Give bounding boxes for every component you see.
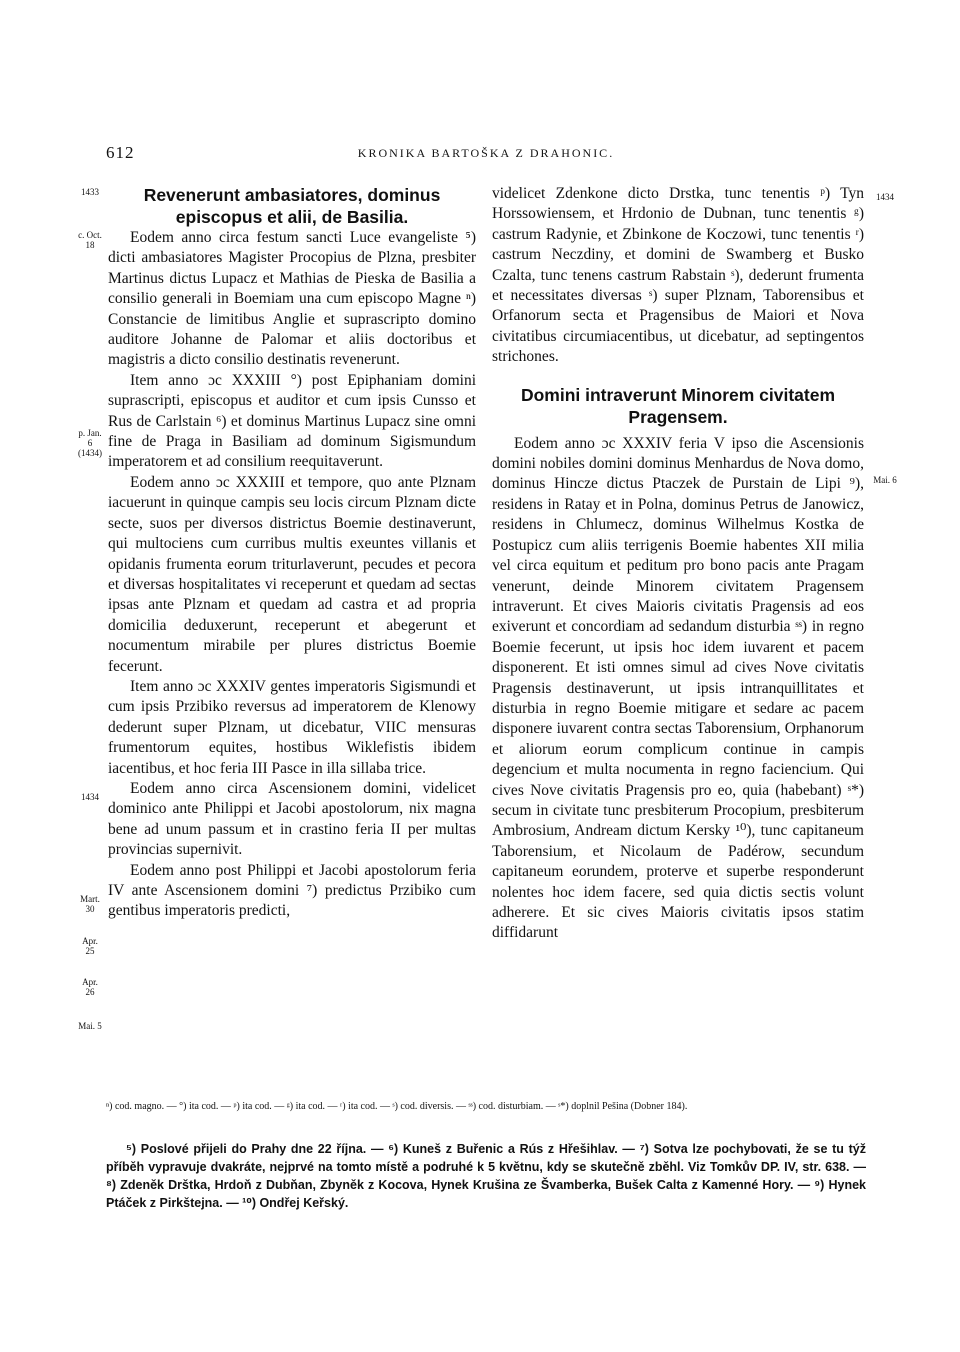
page-header bbox=[106, 143, 866, 163]
margin-note: c. Oct. 18 bbox=[78, 230, 102, 250]
paragraph: videlicet Zdenkone dicto Drstka, tunc tenentis ᵖ) Tyn Horssowiensem, et Hrdonio de Dubnan, tunc tenentis ᵍ) castrum Radynie, et Zbinkone de Koczowi, tunc tenentis ʳ) castrum Neczdiny, et domini de Swamberg et Busko Czalta, tunc tenens castrum Rabstain ˢ), dederunt frumenta et necessitates diversas ˢ) super Plznam, Taborensibus et Orfanorum secta et Pragensibus de Maiori et Nova civitatibus circumiacentibus, ut dicebatur, ad septingentos strichones. bbox=[492, 185, 864, 366]
paragraph: Eodem anno circa Ascensionem domini, videlicet dominico ante Philippi et Jacobi apostolorum, nix magna bene ad unum passum et in crastino feria II per multas provincias supernivit. bbox=[108, 779, 476, 859]
textual-footnotes bbox=[106, 1098, 866, 1116]
margin-note: Mart. 30 bbox=[80, 894, 100, 914]
footnote-text: ⁵) Poslové přijeli do Prahy dne 22 října. — ⁶) Kuneš z Buřenic a Rús z Hřešihlav. — ⁷) Sotva lze pochybovati, že se tu týž příběh vypravuje dvakráte, nejprvé na tomto místě a podruhé k 5 květnu, kdy se skutečně zběhl. Viz Tomkův DP. IV, str. 638. — ⁸) Zdeněk Drštka, Hrdoň z Dubňan, Zbyněk z Kocova, Hynek Krušina ze Švamberka, Bušek Calta z Kamenné Hory. — ⁹) Hynek Ptáček z Pirkštejna. — ¹⁰) Ondřej Keřský. bbox=[106, 1142, 866, 1210]
margin-note: Mai. 5 bbox=[78, 1021, 102, 1031]
paragraph: Eodem anno ɔc XXXIV feria V ipso die Ascensionis domini nobiles domini dominus Menhardus de Nova domo, dominus Hincze dictus Ptaczek de Purstain de Lipi ⁹), residens in Ratay et in Polna, dominus Petrus de Janowicz, residens in Chlumecz, dominus Wilhelmus Kostka de Postupicz cum aliis terrigenis Boemie habentes XII milia vel circa equitum et peditum pro bono pacis ante Pragam venerunt, deinde Minorem civitatem Pragensem intraverunt. Et cives Maioris civitatis Pragensis ad eos exiverunt et concordiam ad sedandum disturbia ˢˢ) in regno Boemie fecerunt, ut ipsis hoc idem iuvarent et pacem disponerent. Et isti omnes simul ad cives Nove civitatis Pragensis destinaverunt, ut ipsis intranquillitates et disturbia in regno Boemie mitigare et sedare ac pacem disponere iuvarent contra sectas Taborensium, Orphanorum et aliorum eorum complicum continue in campis degencium et multa nocumenta in regno faciencium. Qui cives Nove civitatis Pragensis pro eo, quia (habebant) ˢ*) secum in civitate tunc presbiterum Procopium, presbiterum Ambrosium, Andream dictum Kersky ¹⁰), tunc capitaneum Taborensium, et Nicolaum de Padérow, secundum capitaneum eorundem, proterve et superbe responderunt nolentes hoc idem facere, sed quia dictis sectis volunt adherere. Et sic cives Maioris civitatis ipsos statim diffidarunt bbox=[492, 434, 864, 942]
margin-note: 1433 bbox=[81, 187, 99, 197]
margin-note: 1434 bbox=[876, 192, 894, 202]
left-column bbox=[108, 184, 476, 922]
explanatory-footnotes bbox=[106, 1140, 866, 1212]
section-heading: Domini intraverunt Minorem civitatem Pragensem. bbox=[520, 384, 836, 427]
page-number: 612 bbox=[106, 143, 135, 162]
paragraph: Eodem anno post Philippi et Jacobi apostolorum feria IV ante Ascensionem domini ⁷) predictus Przibiko cum gentibus imperatoris predicti, bbox=[108, 861, 476, 920]
paragraph: Eodem anno ɔc XXXIII et tempore, quo ante Plznam iacuerunt in quinque campis seu locis circum Plznam dicte secte, suos per diversos districtus Boemie destinaverunt, qui multociens cum curribus multis exeuntes villanis et opidanis frumenta eorum triturlaverunt, pecudes et pecora et diversas hospitalitates vi receperunt et quedam ad sectas ipsas ante Plznam et quedam ad castra et ad propria domicilia deduxerunt, receperunt et abegerunt et nocumentum mirabile per plures districtus Boemie fecerunt. bbox=[108, 473, 476, 675]
running-title: KRONIKA BARTOŠKA Z DRAHONIC. bbox=[357, 146, 615, 160]
footnote-text: ⁿ) cod. magno. — °) ita cod. — ᵖ) ita cod. — ᵍ) ita cod. — ʳ) ita cod. — ˢ) cod. diversis. — ˢˢ) cod. disturbiam. — ˢ*) doplnil Pešina (Dobner 184). bbox=[106, 1101, 688, 1112]
margin-note: 1434 bbox=[81, 792, 99, 802]
paragraph: Item anno ɔc XXXIV gentes imperatoris Sigismundi et cum ipsis Przibiko reversus ad imperatorem de Klenowy dederunt super Plznam, ut dicebatur, VIIC mensuras frumentorum equites, hostibus Wiklefistis ibidem iacentibus, et hoc feria III Pasce in illa sillaba trice. bbox=[108, 677, 476, 777]
margin-note: Mai. 6 bbox=[873, 475, 897, 485]
paragraph: Item anno ɔc XXXIII °) post Epiphaniam domini suprascripti, episcopus et auditor et cum ipsis Cunsso et Rus de Carlstain ⁶) et dominus Martinus Lupacz sine omni fine de Praga in Basiliam ad dominum Sigismundum imperatorem et ad consilium reequitaverunt. bbox=[108, 371, 476, 471]
paragraph: Eodem anno circa festum sancti Luce evangeliste ⁵) dicti ambasiatores Magister Procopius de Plzna, presbiter Martinus dictus Lupacz et Mathias de Pieska de Basilia a consilio generali in Boemiam una cum episcopo Magne ⁿ) Constancie de limitibus Anglie et suprascripto domino auditore Johanne de Palomar et aliis doctoribus et magistris a dicto consilio destinatis revenerunt. bbox=[108, 229, 476, 369]
section-heading: Revenerunt ambasiatores, dominus episcopus et alii, de Basilia. bbox=[143, 185, 441, 227]
margin-note: Apr. 26 bbox=[82, 977, 98, 997]
margin-note: Apr. 25 bbox=[82, 936, 98, 956]
right-column bbox=[492, 184, 864, 944]
margin-note: p. Jan. 6 (1434) bbox=[78, 428, 102, 458]
